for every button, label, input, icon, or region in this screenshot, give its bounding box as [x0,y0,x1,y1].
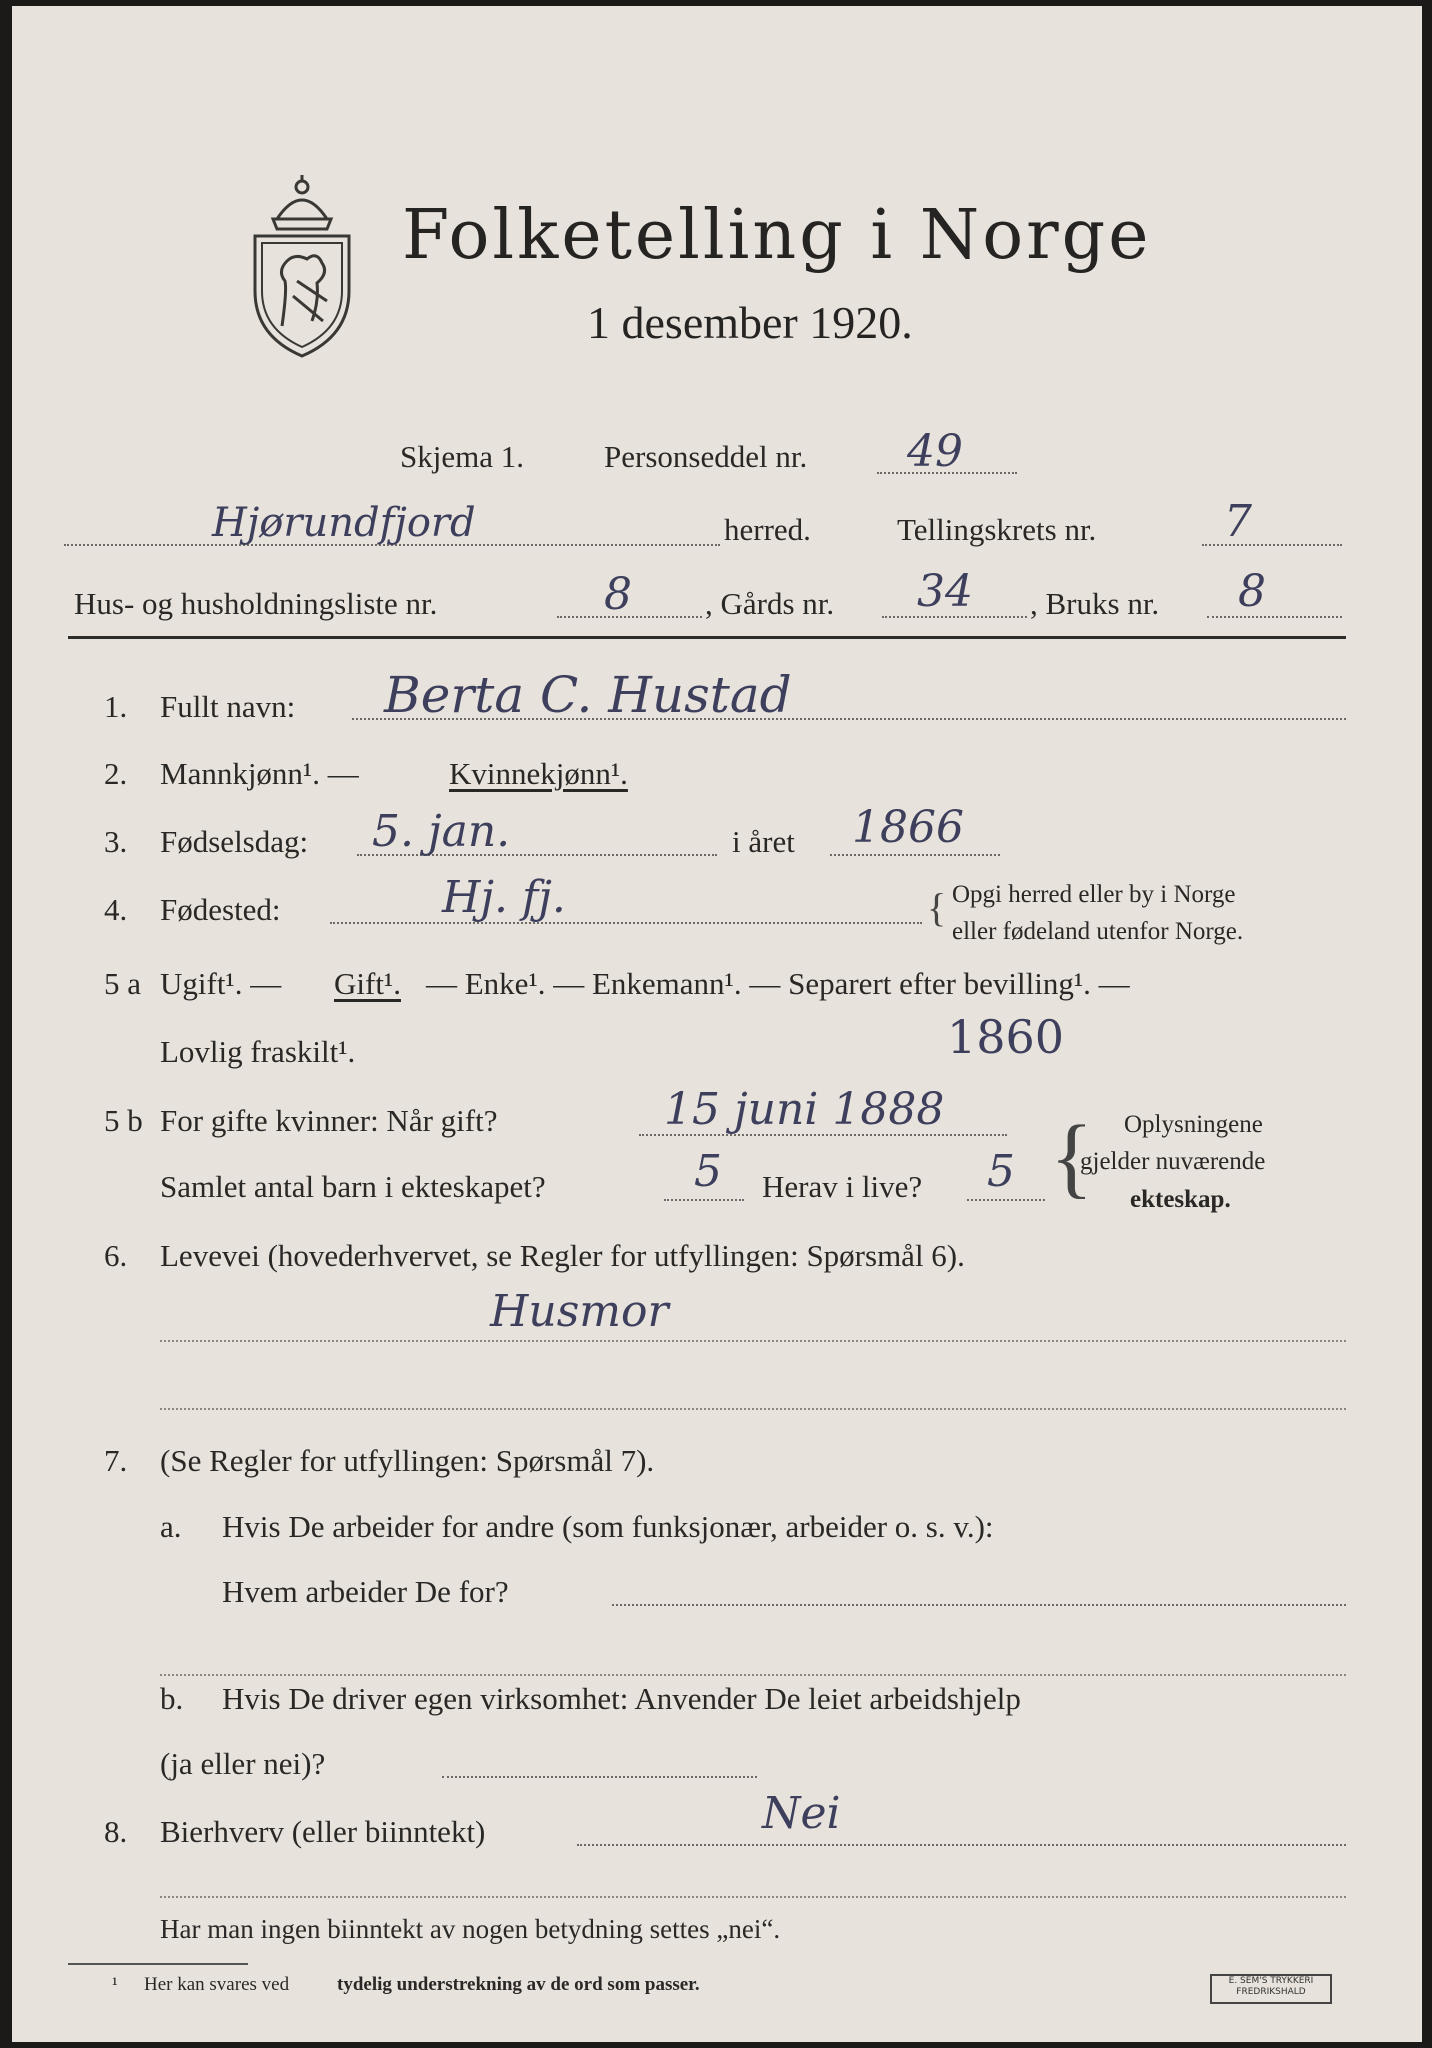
q8-line [577,1844,1346,1846]
herred-label: herred. [724,512,811,547]
q5a-number: 5 a [104,966,142,1001]
census-form-sheet [12,6,1422,2042]
herred-value[interactable]: Hjørundfjord [212,500,476,546]
q5b-alive-label: Herav i live? [762,1169,923,1204]
tellingskrets-label: Tellingskrets nr. [897,512,1097,547]
tellingskrets-value[interactable]: 7 [1224,496,1252,547]
q6-number: 6. [104,1238,128,1273]
printer-stamp [1210,1974,1332,2004]
q5b-children-value[interactable]: 5 [694,1146,722,1197]
footnote-marker: ¹ [112,1974,118,1995]
q2-male: Mannkjønn¹. — [160,756,359,791]
q5a-gift[interactable]: Gift¹. [334,966,401,1001]
q5b-value[interactable]: 15 juni 1888 [664,1084,945,1135]
q7a-line [612,1604,1346,1606]
q6-line-1 [160,1340,1346,1342]
footnote-text-plain: Her kan svares ved [144,1974,290,1995]
q5b-label: For gifte kvinner: Når gift? [160,1103,498,1138]
schema-label: Skjema 1. [400,439,524,474]
q7b-line [442,1776,757,1778]
bruks-value[interactable]: 8 [1238,566,1266,617]
footnote-text-bold: tydelig understrekning av de ord som passer. [337,1974,700,1995]
q3-label: Fødselsdag: [160,824,309,859]
q3-number: 3. [104,824,128,859]
q7b-label: Hvis De driver egen virksomhet: Anvender De leiet arbeidshjelp [222,1681,1021,1716]
form-date: 1 desember 1920. [587,297,913,348]
q8-note: Har man ingen biinntekt av nogen betydning settes „nei“. [160,1914,781,1944]
q8-value[interactable]: Nei [762,1788,841,1839]
q4-number: 4. [104,892,128,927]
printer-stamp-line1: E. SEM'S TRYKKERI [1228,1976,1314,1986]
form-title: Folketelling i Norge [402,196,1152,275]
q8-number: 8. [104,1814,128,1849]
q7-label: (Se Regler for utfyllingen: Spørsmål 7). [160,1443,655,1478]
q7a-line2: Hvem arbeider De for? [222,1574,509,1609]
q5b-children-label: Samlet antal barn i ekteskapet? [160,1169,546,1204]
q4-note-line2: eller fødeland utenfor Norge. [952,918,1244,945]
hus-value[interactable]: 8 [604,569,632,620]
q2-number: 2. [104,756,128,791]
q7a-label: Hvis De arbeider for andre (som funksjonær, arbeider o. s. v.): [222,1509,994,1544]
q5b-alive-line [967,1199,1045,1201]
q7a-line-extra [160,1674,1346,1676]
q6-line-2 [160,1408,1346,1410]
q2-female[interactable]: Kvinnekjønn¹. [449,756,628,791]
norway-coat-of-arms-icon [237,171,367,361]
q7b-letter: b. [160,1681,184,1716]
q5a-ugift: Ugift¹. — [160,966,282,1001]
hus-label: Hus- og husholdningsliste nr. [74,586,438,621]
q4-note-line1: Opgi herred eller by i Norge [952,881,1236,908]
q5a-margin-note: 1860 [947,1010,1065,1064]
q5b-children-line [664,1199,744,1201]
q5b-number: 5 b [104,1103,143,1138]
q5a-line2: Lovlig fraskilt¹. [160,1034,356,1069]
gards-label: , Gårds nr. [705,586,835,621]
q7a-letter: a. [160,1509,182,1544]
q5b-note-line2: gjelder nuværende [1080,1148,1266,1175]
footnote-rule [68,1963,248,1965]
q3-value[interactable]: 5. jan. [372,806,511,857]
q4-note-brace: { [927,885,947,930]
section-divider [68,636,1346,639]
q1-value[interactable]: Berta C. Hustad [384,666,792,724]
q5a-rest: — Enke¹. — Enkemann¹. — Separert efter bevilling¹. — [426,966,1130,1001]
q5b-note-brace: { [1050,1108,1094,1207]
q5b-note-line1: Oplysningene [1124,1111,1263,1138]
q4-value[interactable]: Hj. fj. [442,872,566,923]
tellingskrets-line [1202,544,1342,546]
q6-label: Levevei (hovederhvervet, se Regler for utfyllingen: Spørsmål 6). [160,1238,965,1273]
q1-number: 1. [104,689,128,724]
q1-label: Fullt navn: [160,689,296,724]
bruks-label: , Bruks nr. [1030,586,1160,621]
q4-label: Fødested: [160,892,281,927]
personseddel-label: Personseddel nr. [604,439,808,474]
q5b-note-line3: ekteskap. [1130,1186,1231,1213]
printer-stamp-line2: FREDRIKSHALD [1236,1987,1306,1997]
q3-year-label: i året [732,824,795,859]
personseddel-value[interactable]: 49 [907,426,963,477]
q8-line-extra [160,1896,1346,1898]
q8-label: Bierhverv (eller biinntekt) [160,1814,486,1849]
q5b-alive-value[interactable]: 5 [987,1146,1015,1197]
q4-line [330,922,922,924]
bruks-line [1207,616,1342,618]
q3-year-value[interactable]: 1866 [852,802,964,853]
q3-year-line [830,854,1000,856]
gards-value[interactable]: 34 [917,566,973,617]
q6-value[interactable]: Husmor [490,1286,669,1337]
q7b-line2: (ja eller nei)? [160,1746,326,1781]
q7-number: 7. [104,1443,128,1478]
